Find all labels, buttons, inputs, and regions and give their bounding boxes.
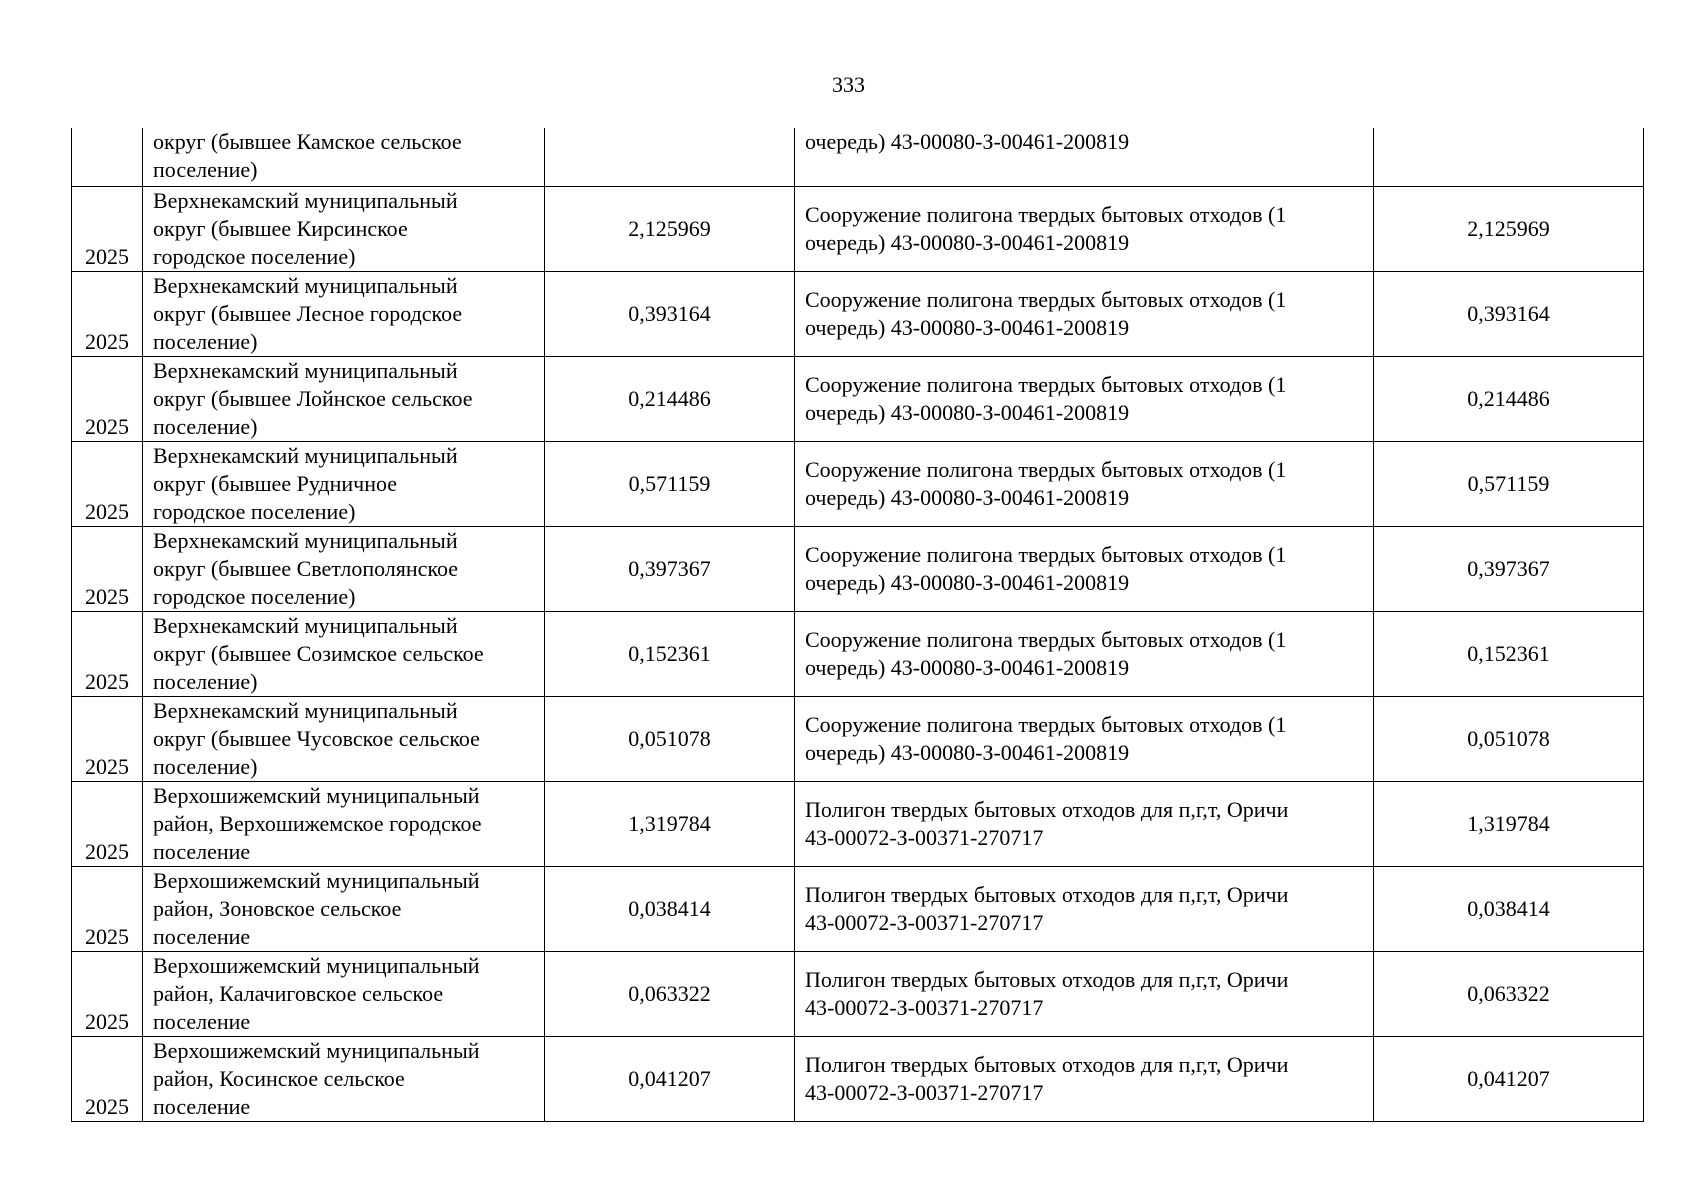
year-cell xyxy=(72,128,143,186)
amount-total-cell: 0,063322 xyxy=(1374,951,1644,1036)
year-cell: 2025 xyxy=(72,271,143,356)
facility-line: очередь) 43-00080-З-00461-200819 xyxy=(805,569,1130,595)
amount-total-cell: 0,571159 xyxy=(1374,441,1644,526)
municipality-line: округ (бывшее Рудничное xyxy=(153,470,398,496)
facility-line: Сооружение полигона твердых бытовых отходов (1 xyxy=(805,626,1287,652)
municipality-line: Верхнекамский муниципальный xyxy=(153,697,458,723)
facility-line: Сооружение полигона твердых бытовых отходов (1 xyxy=(805,711,1287,737)
amount-cell: 0,214486 xyxy=(545,356,795,441)
table-row xyxy=(72,781,1644,866)
facility-cell xyxy=(795,866,1374,951)
facility-cell xyxy=(795,696,1374,781)
page-number: 333 xyxy=(832,72,865,97)
municipality-line: поселение xyxy=(153,1093,251,1119)
amount-cell: 0,051078 xyxy=(545,696,795,781)
year-cell: 2025 xyxy=(72,951,143,1036)
amount-total-cell: 0,051078 xyxy=(1374,696,1644,781)
amount-cell: 0,571159 xyxy=(545,441,795,526)
amount-total-cell: 0,152361 xyxy=(1374,611,1644,696)
amount-cell: 0,038414 xyxy=(545,866,795,951)
municipality-line: округ (бывшее Лесное городское xyxy=(153,300,463,326)
year-cell: 2025 xyxy=(72,441,143,526)
facility-cell xyxy=(795,356,1374,441)
amount-cell: 0,063322 xyxy=(545,951,795,1036)
municipality-cell xyxy=(143,186,545,271)
facility-line: очередь) 43-00080-З-00461-200819 xyxy=(805,399,1130,425)
municipality-cell xyxy=(143,781,545,866)
table-row xyxy=(72,696,1644,781)
facility-cell xyxy=(795,526,1374,611)
facility-line: Полигон твердых бытовых отходов для п,г,т, Оричи xyxy=(805,796,1289,822)
facility-line: Сооружение полигона твердых бытовых отходов (1 xyxy=(805,371,1287,397)
municipality-cell xyxy=(143,866,545,951)
amount-cell xyxy=(545,128,795,186)
table-row xyxy=(72,611,1644,696)
facility-line: очередь) 43-00080-З-00461-200819 xyxy=(805,484,1130,510)
amount-cell: 1,319784 xyxy=(545,781,795,866)
municipality-line: округ (бывшее Камское сельское xyxy=(153,129,462,154)
municipality-cell xyxy=(143,441,545,526)
year-cell: 2025 xyxy=(72,696,143,781)
table-row xyxy=(72,526,1644,611)
municipality-line: округ (бывшее Светлополянское xyxy=(153,555,459,581)
amount-total-cell: 0,041207 xyxy=(1374,1036,1644,1121)
amount-cell: 0,152361 xyxy=(545,611,795,696)
facility-line: очередь) 43-00080-З-00461-200819 xyxy=(805,129,1130,154)
amount-cell: 0,397367 xyxy=(545,526,795,611)
facility-line: Полигон твердых бытовых отходов для п,г,т, Оричи xyxy=(805,966,1289,992)
municipality-line: Верхнекамский муниципальный xyxy=(153,612,458,638)
year-cell: 2025 xyxy=(72,526,143,611)
municipality-cell xyxy=(143,356,545,441)
municipality-line: округ (бывшее Лойнское сельское xyxy=(153,385,473,411)
municipality-line: поселение) xyxy=(153,328,258,354)
municipality-line: Верхошижемский муниципальный xyxy=(153,952,480,978)
municipality-line: район, Верхошижемское городское xyxy=(153,810,482,836)
amount-total-cell: 0,397367 xyxy=(1374,526,1644,611)
amount-total-cell: 0,393164 xyxy=(1374,271,1644,356)
facility-cell xyxy=(795,186,1374,271)
amount-cell: 0,393164 xyxy=(545,271,795,356)
municipality-line: район, Зоновское сельское xyxy=(153,895,402,921)
table-row-continuation xyxy=(72,128,1644,186)
municipality-line: поселение xyxy=(153,1008,251,1034)
amount-total-cell xyxy=(1374,128,1644,186)
facility-line: Полигон твердых бытовых отходов для п,г,т, Оричи xyxy=(805,881,1289,907)
municipality-line: округ (бывшее Созимское сельское xyxy=(153,640,484,666)
facility-line: очередь) 43-00080-З-00461-200819 xyxy=(805,739,1130,765)
municipality-line: Верхнекамский муниципальный xyxy=(153,187,458,213)
data-table xyxy=(71,128,1644,1122)
table-row xyxy=(72,951,1644,1036)
facility-line: Сооружение полигона твердых бытовых отходов (1 xyxy=(805,286,1287,312)
year-cell: 2025 xyxy=(72,781,143,866)
municipality-line: Верхнекамский муниципальный xyxy=(153,272,458,298)
facility-cell xyxy=(795,1036,1374,1121)
facility-line: очередь) 43-00080-З-00461-200819 xyxy=(805,229,1130,255)
municipality-line: поселение) xyxy=(153,753,258,779)
facility-line: Сооружение полигона твердых бытовых отходов (1 xyxy=(805,456,1287,482)
municipality-line: Верхошижемский муниципальный xyxy=(153,782,480,808)
facility-line: 43-00072-З-00371-270717 xyxy=(805,909,1044,935)
municipality-line: округ (бывшее Кирсинское xyxy=(153,215,408,241)
facility-line: Сооружение полигона твердых бытовых отходов (1 xyxy=(805,541,1287,567)
municipality-cell xyxy=(143,696,545,781)
amount-total-cell: 0,038414 xyxy=(1374,866,1644,951)
table-body xyxy=(72,128,1644,1121)
facility-cell xyxy=(795,128,1374,186)
municipality-line: район, Косинское сельское xyxy=(153,1065,405,1091)
facility-cell xyxy=(795,271,1374,356)
amount-total-cell: 0,214486 xyxy=(1374,356,1644,441)
municipality-line: поселение xyxy=(153,838,251,864)
municipality-cell xyxy=(143,526,545,611)
municipality-line: городское поселение) xyxy=(153,498,356,524)
table-row xyxy=(72,271,1644,356)
municipality-line: поселение) xyxy=(153,157,258,182)
facility-line: Полигон твердых бытовых отходов для п,г,т, Оричи xyxy=(805,1051,1289,1077)
municipality-line: Верхошижемский муниципальный xyxy=(153,1037,480,1063)
facility-cell xyxy=(795,611,1374,696)
table-row xyxy=(72,356,1644,441)
municipality-cell xyxy=(143,611,545,696)
year-cell: 2025 xyxy=(72,866,143,951)
municipality-line: городское поселение) xyxy=(153,583,356,609)
municipality-line: городское поселение) xyxy=(153,243,356,269)
table-row xyxy=(72,866,1644,951)
municipality-line: Верхнекамский муниципальный xyxy=(153,527,458,553)
facility-line: очередь) 43-00080-З-00461-200819 xyxy=(805,314,1130,340)
facility-line: 43-00072-З-00371-270717 xyxy=(805,1079,1044,1105)
municipality-cell xyxy=(143,128,545,186)
municipality-line: округ (бывшее Чусовское сельское xyxy=(153,725,480,751)
amount-cell: 0,041207 xyxy=(545,1036,795,1121)
table-row xyxy=(72,186,1644,271)
year-cell: 2025 xyxy=(72,611,143,696)
municipality-line: поселение) xyxy=(153,668,258,694)
year-cell: 2025 xyxy=(72,356,143,441)
municipality-line: поселение xyxy=(153,923,251,949)
facility-cell xyxy=(795,951,1374,1036)
table-row xyxy=(72,1036,1644,1121)
facility-line: очередь) 43-00080-З-00461-200819 xyxy=(805,654,1130,680)
year-cell: 2025 xyxy=(72,186,143,271)
municipality-cell xyxy=(143,1036,545,1121)
facility-cell xyxy=(795,441,1374,526)
amount-total-cell: 1,319784 xyxy=(1374,781,1644,866)
municipality-line: поселение) xyxy=(153,413,258,439)
table-row xyxy=(72,441,1644,526)
municipality-line: Верхнекамский муниципальный xyxy=(153,357,458,383)
amount-total-cell: 2,125969 xyxy=(1374,186,1644,271)
municipality-cell xyxy=(143,271,545,356)
municipality-line: Верхошижемский муниципальный xyxy=(153,867,480,893)
municipality-line: район, Калачиговское сельское xyxy=(153,980,444,1006)
facility-line: Сооружение полигона твердых бытовых отходов (1 xyxy=(805,201,1287,227)
municipality-cell xyxy=(143,951,545,1036)
facility-line: 43-00072-З-00371-270717 xyxy=(805,824,1044,850)
facility-cell xyxy=(795,781,1374,866)
amount-cell: 2,125969 xyxy=(545,186,795,271)
year-cell: 2025 xyxy=(72,1036,143,1121)
table-container xyxy=(71,128,1644,1122)
facility-line: 43-00072-З-00371-270717 xyxy=(805,994,1044,1020)
municipality-line: Верхнекамский муниципальный xyxy=(153,442,458,468)
